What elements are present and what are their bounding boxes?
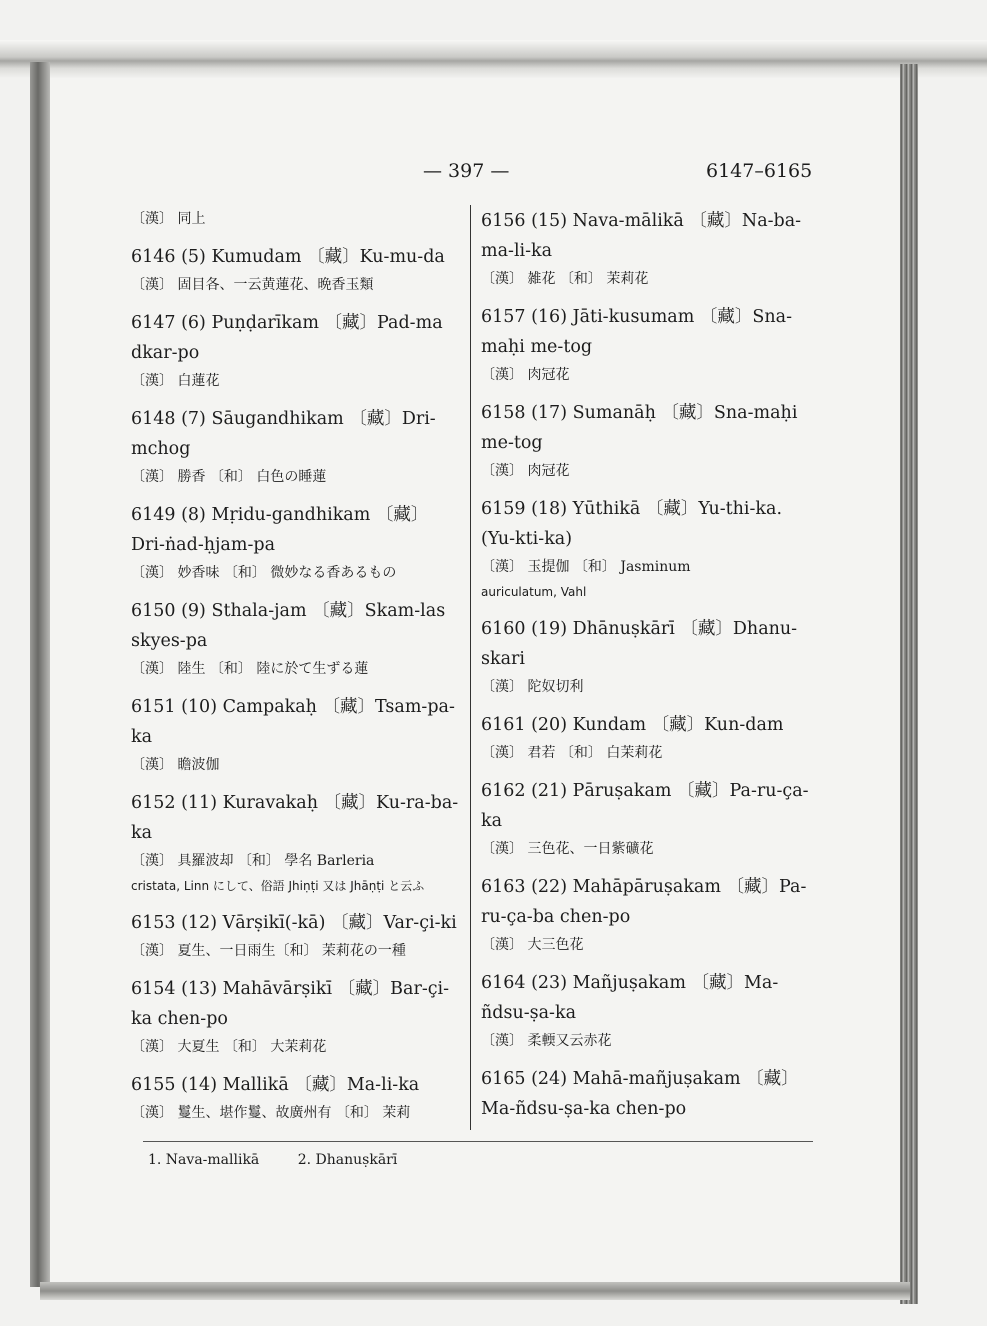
dictionary-entry: 6149 (8) Mṛidu-gandhikam 〔藏〕Dri-ṅad-ḥjam-pa 〔漢〕 妙香味 〔和〕 微妙なる香あるもの <box>131 505 429 581</box>
dictionary-entry: 6162 (21) Pāruṣakam 〔藏〕Pa-ru-ça-ka 〔漢〕 三色花、一日紫礦花 <box>481 781 809 857</box>
dictionary-entry: 6165 (24) Mahā-mañjuṣakam 〔藏〕Ma-ñdsu-ṣa-ka chen-po <box>481 1069 799 1119</box>
dictionary-entry: 〔漢〕 同上 <box>131 211 206 227</box>
scan-shadow-left <box>30 62 50 1287</box>
dictionary-entry: 6164 (23) Mañjuṣakam 〔藏〕Ma-ñdsu-ṣa-ka 〔漢〕 柔輭又云赤花 <box>481 973 779 1049</box>
footnote: 1. Nava-mallikā <box>148 1152 260 1168</box>
dictionary-entry: 6160 (19) Dhānuṣkārī 〔藏〕Dhanu-skari 〔漢〕 陀奴切利 <box>481 619 798 695</box>
dictionary-entry: 6148 (7) Sāugandhikam 〔藏〕Dri-mchog 〔漢〕 勝香 〔和〕 白色の睡蓮 <box>131 409 436 485</box>
dictionary-entry: 6156 (15) Nava-mālikā 〔藏〕Na-ba-ma-li-ka 〔漢〕 雑花 〔和〕 茉莉花 <box>481 211 802 287</box>
dictionary-entry: 6163 (22) Mahāpāruṣakam 〔藏〕Pa-ru-ça-ba chen-po 〔漢〕 大三色花 <box>481 877 807 953</box>
dictionary-entry: 6151 (10) Campakaḥ 〔藏〕Tsam-pa-ka 〔漢〕 瞻波伽 <box>131 697 455 773</box>
dictionary-entry: 6154 (13) Mahāvārṣikī 〔藏〕Bar-çi-ka chen-po 〔漢〕 大夏生 〔和〕 大茉莉花 <box>131 979 450 1055</box>
dictionary-entry: 6157 (16) Jāti-kusumam 〔藏〕Sna-maḥi me-tog 〔漢〕 肉冠花 <box>481 307 792 383</box>
dictionary-entry: 6153 (12) Vārṣikī(-kā) 〔藏〕Var-çi-ki 〔漢〕 夏生、一日雨生〔和〕 茉莉花の一種 <box>131 913 457 959</box>
scan-shadow-right <box>900 64 918 1304</box>
dictionary-entry: 6155 (14) Mallikā 〔藏〕Ma-li-ka 〔漢〕 鬘生、堪作鬘、故廣州有 〔和〕 茉莉 <box>131 1075 420 1121</box>
dictionary-entry: 6150 (9) Sthala-jam 〔藏〕Skam-las skyes-pa 〔漢〕 陸生 〔和〕 陸に於て生ずる蓮 <box>131 601 446 677</box>
dictionary-entry: 6161 (20) Kundam 〔藏〕Kun-dam 〔漢〕 君若 〔和〕 白茉莉花 <box>481 715 784 761</box>
left-column <box>131 206 461 1136</box>
scan-shadow-bottom <box>40 1282 910 1300</box>
footnote: 2. Dhanuṣkārī <box>297 1152 398 1168</box>
entry-range: 6147–6165 <box>706 160 813 182</box>
dictionary-entry: 6146 (5) Kumudam 〔藏〕Ku-mu-da 〔漢〕 固目各、一云黄蓮花、晩香玉類 <box>131 247 445 293</box>
dictionary-entry: 6152 (11) Kuravakaḥ 〔藏〕Ku-ra-ba-ka 〔漢〕 具羅波却 〔和〕 學名 Barleria cristata, Linn にして、俗語 Jhiṇṭi 又は Jhāṇṭi と云ふ <box>131 793 459 893</box>
dictionary-entry: 6159 (18) Yūthikā 〔藏〕Yu-thi-ka. (Yu-kti-ka) 〔漢〕 玉提伽 〔和〕 Jasminum auriculatum, Vahl <box>481 499 783 599</box>
dictionary-entry: 6158 (17) Sumanāḥ 〔藏〕Sna-maḥi me-tog 〔漢〕 肉冠花 <box>481 403 798 479</box>
footnotes <box>148 1152 431 1168</box>
right-column <box>481 206 811 1134</box>
column-divider <box>470 205 471 1130</box>
footnote-rule <box>143 1141 813 1142</box>
scan-shadow-top <box>0 40 987 78</box>
dictionary-entry: 6147 (6) Puṇḍarīkam 〔藏〕Pad-ma dkar-po 〔漢〕 白蓮花 <box>131 313 443 389</box>
page-number: — 397 — <box>423 160 510 182</box>
